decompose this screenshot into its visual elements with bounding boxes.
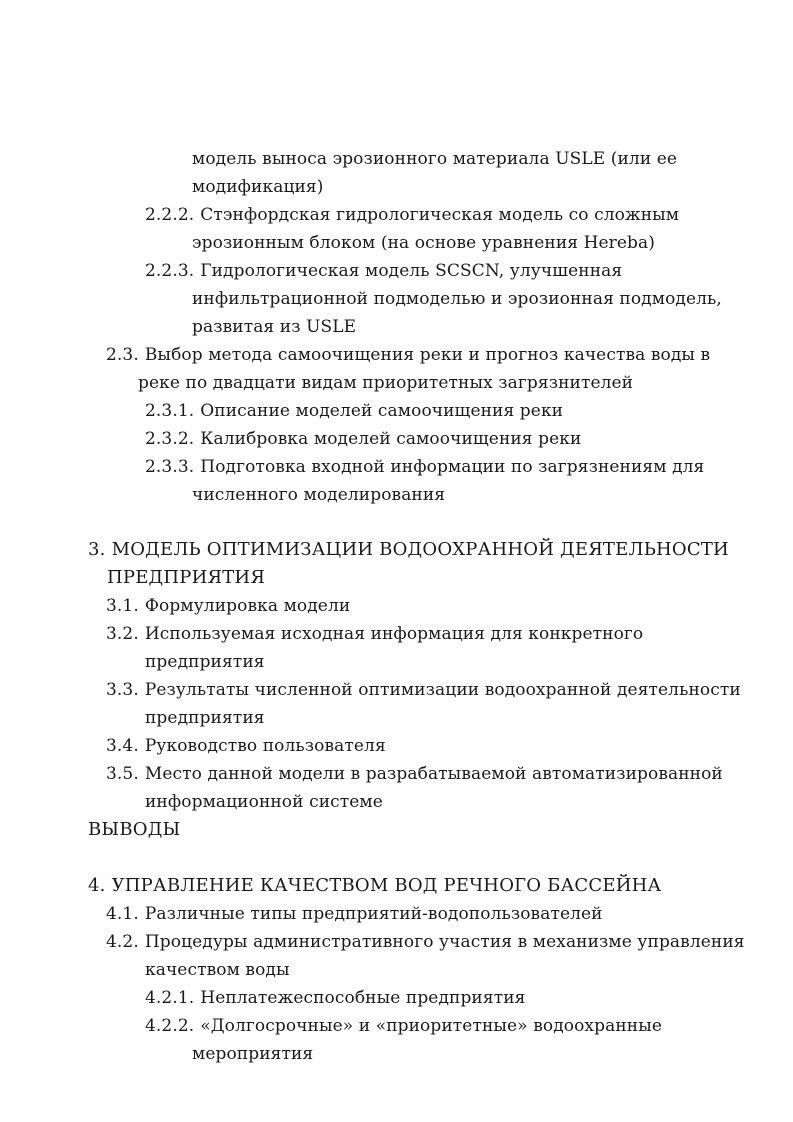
toc-number: 2.2.3. [145, 261, 195, 281]
toc-item-2-3-3 [145, 457, 704, 477]
toc-item-2-3-2 [145, 429, 581, 449]
toc-title: Результаты численной оптимизации водоохранной деятельности [144, 680, 741, 700]
toc-line: эрозионным блоком (на основе уравнения Hereba) [192, 233, 656, 253]
toc-number: 2.3.2. [145, 429, 195, 449]
toc-number: 4.2. [106, 932, 139, 952]
toc-number: 3.1. [106, 596, 139, 616]
toc-line: инфильтрационной подмоделью и эрозионная подмодель, [192, 289, 722, 309]
toc-item-2-2-2 [145, 205, 679, 225]
toc-line: ПРЕДПРИЯТИЯ [107, 567, 266, 588]
toc-line: развитая из USLE [192, 317, 357, 337]
toc-title: Используемая исходная информация для конкретного [144, 624, 644, 644]
toc-number: 2.3. [106, 345, 139, 365]
toc-title: «Долгосрочные» и «приоритетные» водоохранные [200, 1016, 662, 1036]
toc-item-3-2 [106, 624, 643, 644]
toc-item-3-5 [106, 764, 723, 784]
toc-conclusions: ВЫВОДЫ [88, 819, 181, 840]
toc-number: 2.3.3. [145, 457, 195, 477]
toc-item-3-1 [106, 596, 350, 616]
toc-title: Выбор метода самоочищения реки и прогноз качества воды в [144, 345, 711, 365]
toc-line: информационной системе [145, 792, 383, 812]
toc-title: Место данной модели в разрабатываемой автоматизированной [144, 764, 723, 784]
toc-item-2-2-3 [145, 261, 622, 281]
toc-number: 3. [88, 539, 106, 560]
toc-number: 3.4. [106, 736, 139, 756]
toc-title: МОДЕЛЬ ОПТИМИЗАЦИИ ВОДООХРАННОЙ ДЕЯТЕЛЬНОСТИ [111, 539, 729, 560]
toc-title: Руководство пользователя [144, 736, 386, 756]
toc-title: Процедуры административного участия в механизме управления [144, 932, 745, 952]
toc-line: качеством воды [145, 960, 290, 980]
toc-title: Неплатежеспособные предприятия [200, 988, 526, 1008]
toc-number: 2.2.2. [145, 205, 195, 225]
toc-line: мероприятия [192, 1044, 314, 1064]
toc-number: 3.3. [106, 680, 139, 700]
toc-line: предприятия [145, 652, 265, 672]
toc-line: численного моделирования [192, 485, 446, 505]
toc-title: Описание моделей самоочищения реки [200, 401, 564, 421]
toc-item-4-1 [106, 904, 603, 924]
toc-number: 4.1. [106, 904, 139, 924]
toc-item-3-4 [106, 736, 386, 756]
toc-number: 3.5. [106, 764, 139, 784]
toc-number: 2.3.1. [145, 401, 195, 421]
toc-item-2-3 [106, 345, 710, 365]
toc-line: реке по двадцати видам приоритетных загрязнителей [138, 373, 634, 393]
toc-number: 4.2.1. [145, 988, 195, 1008]
toc-item-4-2-2 [145, 1016, 662, 1036]
toc-title: УПРАВЛЕНИЕ КАЧЕСТВОМ ВОД РЕЧНОГО БАССЕЙНА [111, 875, 662, 896]
toc-item-3-3 [106, 680, 741, 700]
toc-title: Стэнфордская гидрологическая модель со сложным [200, 205, 680, 225]
toc-number: 3.2. [106, 624, 139, 644]
toc-title: Различные типы предприятий-водопользователей [144, 904, 603, 924]
toc-line: модель выноса эрозионного материала USLE (или ее [192, 149, 678, 169]
toc-item-4-2 [106, 932, 745, 952]
toc-item-4-2-1 [145, 988, 525, 1008]
toc-title: Подготовка входной информации по загрязнениям для [200, 457, 705, 477]
toc-chapter-3 [88, 540, 729, 560]
toc-title: Гидрологическая модель SCSCN, улучшенная [200, 261, 623, 281]
toc-item-2-3-1 [145, 401, 563, 421]
toc-number: 4. [88, 875, 106, 896]
toc-line: модификация) [192, 177, 324, 197]
toc-chapter-4 [88, 876, 661, 896]
toc-line: предприятия [145, 708, 265, 728]
toc-title: Калибровка моделей самоочищения реки [200, 429, 582, 449]
toc-number: 4.2.2. [145, 1016, 195, 1036]
toc-title: Формулировка модели [144, 596, 351, 616]
